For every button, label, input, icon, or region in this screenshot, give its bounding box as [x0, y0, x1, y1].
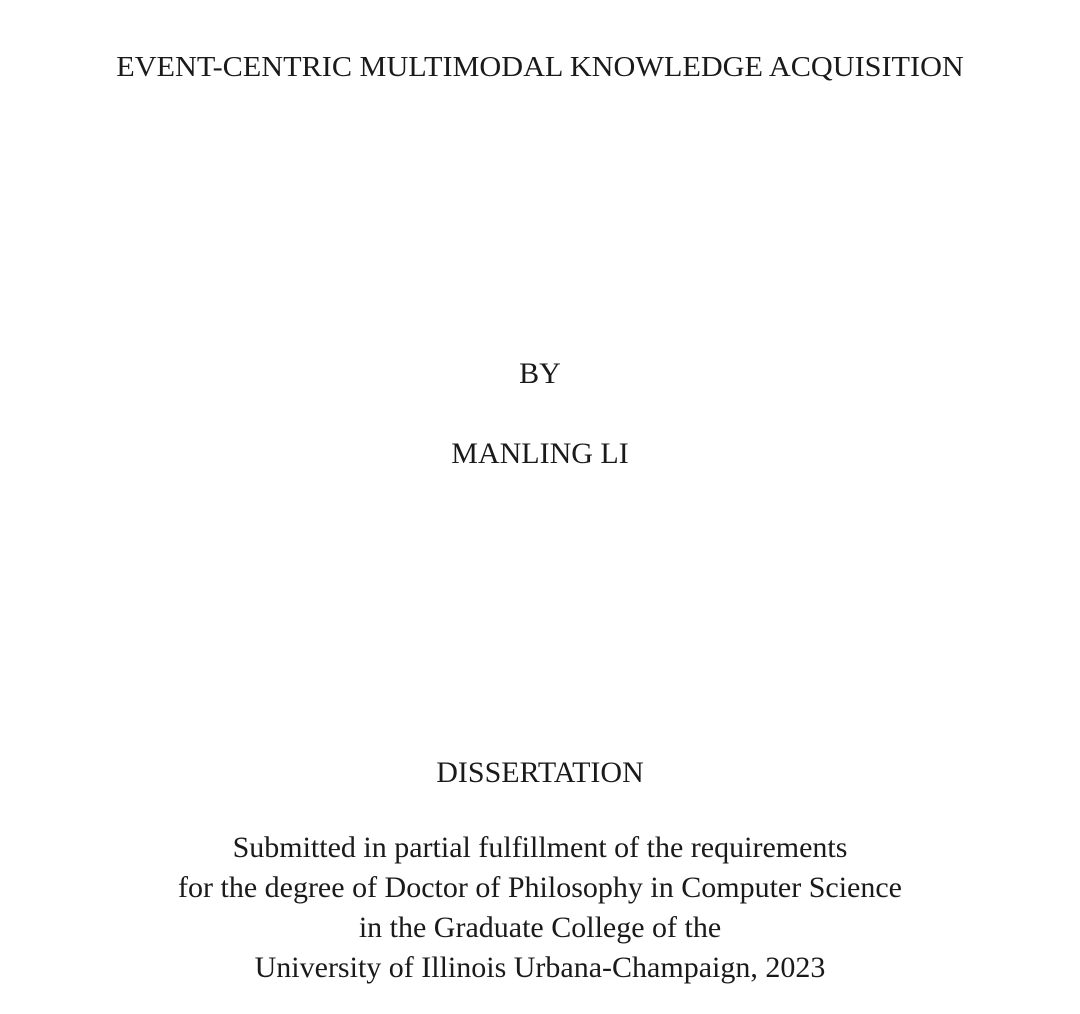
submission-line: for the degree of Doctor of Philosophy in Computer Science [178, 871, 902, 904]
author-name: MANLING LI [451, 437, 629, 470]
submission-line: in the Graduate College of the [358, 911, 722, 944]
submission-line: Submitted in partial fulfillment of the requirements [232, 831, 848, 864]
document-type: DISSERTATION [436, 756, 644, 789]
submission-line: University of Illinois Urbana-Champaign, 2023 [254, 951, 826, 984]
dissertation-title: EVENT-CENTRIC MULTIMODAL KNOWLEDGE ACQUISITION [116, 52, 964, 83]
by-label: BY [519, 357, 561, 390]
